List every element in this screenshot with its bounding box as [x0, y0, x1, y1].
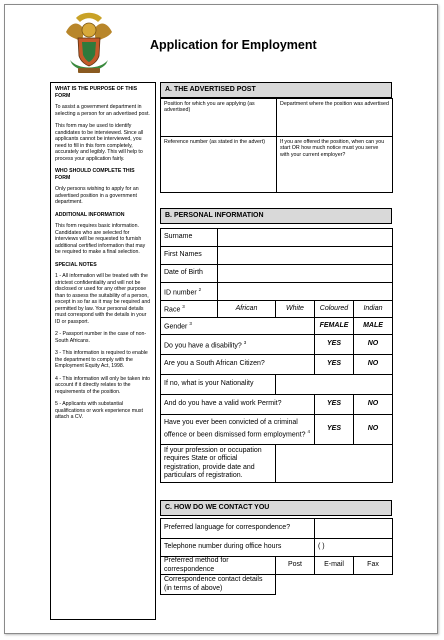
instructions-sidebar — [50, 82, 156, 620]
department-field[interactable] — [277, 99, 393, 137]
citizen-label: Are you a South African Citizen? — [161, 355, 315, 375]
first-names-label: First Names — [161, 247, 218, 265]
registration-label: If your profession or occupation requires State or official registration, provide date and particulars of registration. — [161, 445, 276, 483]
dob-input[interactable] — [218, 265, 393, 283]
dob-label: Date of Birth — [161, 265, 218, 283]
race-option-indian[interactable]: Indian — [354, 301, 393, 318]
note-3: 3 - This information is required to enable the department to comply with the Employment Equity Act, 1998. — [55, 350, 148, 369]
disability-yes[interactable]: YES — [315, 335, 354, 355]
purpose-heading: WHAT IS THE PURPOSE OF THIS FORM — [55, 86, 138, 99]
footnote-ref: 2 — [198, 286, 202, 292]
footnote-ref: 3 — [243, 339, 247, 345]
disability-no[interactable]: NO — [354, 335, 393, 355]
work-permit-yes[interactable]: YES — [315, 395, 354, 415]
method-post[interactable]: Post — [276, 557, 315, 575]
footnote-ref: 3 — [182, 304, 185, 310]
id-number-input[interactable] — [218, 283, 393, 301]
nationality-input[interactable] — [276, 375, 393, 395]
notice-field[interactable] — [277, 137, 393, 193]
race-option-coloured[interactable]: Coloured — [315, 301, 354, 318]
gender-label: Gender — [164, 323, 188, 331]
citizen-yes[interactable]: YES — [315, 355, 354, 375]
footnote-ref: 4 — [307, 428, 310, 434]
nationality-label: If no, what is your Nationality — [161, 375, 276, 395]
who-text: Only persons wishing to apply for an advertised position in a government department. — [55, 186, 139, 205]
personal-info-table — [160, 228, 393, 483]
contact-details-label: Correspondence contact details (in terms of above) — [161, 575, 276, 595]
gender-option-female[interactable]: FEMALE — [315, 318, 354, 335]
language-input[interactable] — [315, 519, 393, 539]
section-a-header: A. THE ADVERTISED POST — [160, 82, 392, 98]
race-option-white[interactable]: White — [276, 301, 315, 318]
id-number-cell — [161, 283, 218, 301]
note-1: 1 - All information will be treated with the strictest confidentiality and will not be disclosed or used for any other purpose than to assess the suitability of a person, except in so far as it may be required and permitted by law. Your personal details must correspond with the details in your ID or passport. — [55, 273, 151, 325]
notice-label: If you are offered the position, when can you start OR how much notice must you serve with your current employer? — [280, 139, 385, 158]
race-option-african[interactable]: African — [218, 301, 276, 318]
method-fax[interactable]: Fax — [354, 557, 393, 575]
criminal-label: Have you ever been convicted of a criminal offence or been dismissed form employment? — [164, 419, 306, 439]
reference-field[interactable] — [161, 137, 277, 193]
work-permit-label: And do you have a valid work Permit? — [161, 395, 315, 415]
purpose-text: To assist a government department in selecting a person for an advertised post. — [55, 104, 150, 117]
method-label: Preferred method for correspondence — [161, 557, 276, 575]
position-field[interactable] — [161, 99, 277, 137]
department-label: Department where the position was advertised — [280, 101, 389, 107]
note-5: 5 - Applicants with substantial qualifications or work experience must attach a CV. — [55, 401, 143, 420]
first-names-input[interactable] — [218, 247, 393, 265]
additional-text: This form requires basic information. Candidates who are selected for interviews will be requested to furnish additional certified information that may be required to make a final selection. — [55, 223, 146, 255]
phone-code-brackets: ( ) — [318, 543, 325, 551]
criminal-yes[interactable]: YES — [315, 415, 354, 445]
notes-heading: SPECIAL NOTES — [55, 261, 97, 268]
citizen-no[interactable]: NO — [354, 355, 393, 375]
language-label: Preferred language for correspondence? — [161, 519, 315, 539]
registration-input[interactable] — [276, 445, 393, 483]
method-email[interactable]: E-mail — [315, 557, 354, 575]
who-heading: WHO SHOULD COMPLETE THIS FORM — [55, 168, 135, 181]
surname-label: Surname — [161, 229, 218, 247]
disability-cell — [161, 335, 315, 355]
footnote-ref: 3 — [189, 321, 192, 327]
advertised-post-table — [160, 98, 393, 193]
coat-of-arms-logo — [64, 12, 114, 76]
disability-label: Do you have a disability? — [164, 341, 242, 349]
contact-details-blank — [276, 575, 393, 595]
note-4: 4 - This information will only be taken into account if it directly relates to the requirements of the position. — [55, 375, 151, 395]
race-label: Race — [164, 306, 181, 314]
contact-table — [160, 518, 393, 595]
id-number-label: ID number — [164, 288, 197, 296]
work-permit-no[interactable]: NO — [354, 395, 393, 415]
criminal-cell — [161, 415, 315, 445]
additional-heading: ADDITIONAL INFORMATION — [55, 211, 125, 218]
section-c-header: C. HOW DO WE CONTACT YOU — [160, 500, 392, 516]
reference-label: Reference number (as stated in the advert) — [164, 139, 265, 145]
telephone-input[interactable] — [315, 539, 393, 557]
note-2: 2 - Passport number in the case of non-South Africans. — [55, 331, 147, 344]
criminal-no[interactable]: NO — [354, 415, 393, 445]
race-cell — [161, 301, 218, 318]
section-b-header: B. PERSONAL INFORMATION — [160, 208, 392, 224]
surname-input[interactable] — [218, 229, 393, 247]
position-label: Position for which you are applying (as advertised) — [164, 101, 255, 114]
gender-option-male[interactable]: MALE — [354, 318, 393, 335]
telephone-label: Telephone number during office hours — [161, 539, 315, 557]
form-title: Application for Employment — [150, 38, 317, 52]
gender-cell — [161, 318, 315, 335]
purpose-text: This form may be used to identify candidates to be interviewed. Since all applicants cannot be interviewed, you need to fill in this form completely, accurately and legibly. This will help to process your application fairly. — [55, 123, 144, 162]
